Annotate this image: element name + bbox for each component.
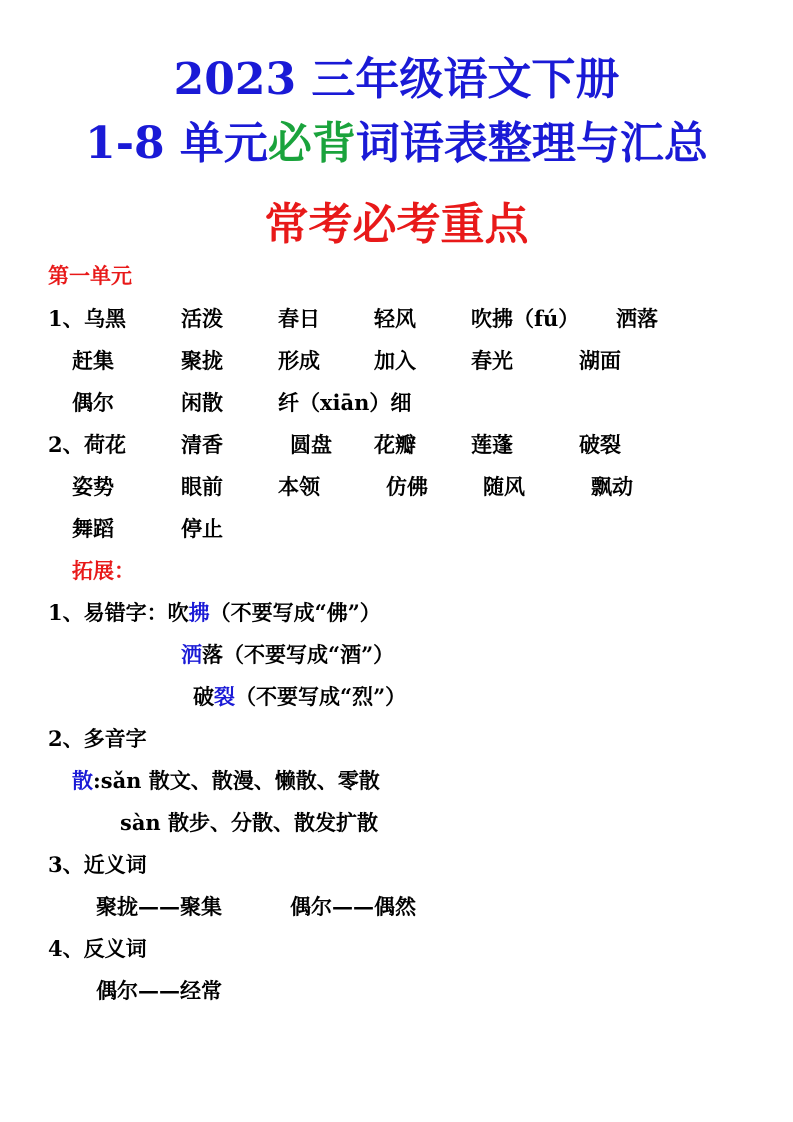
word: 洒落: [616, 306, 658, 331]
word: 莲蓬: [471, 432, 513, 457]
ext1-highlight: 洒: [181, 642, 202, 667]
word: 形成: [278, 348, 320, 373]
word: 春光: [471, 348, 513, 373]
word: 舞蹈: [72, 516, 114, 541]
word: 随风: [483, 474, 525, 499]
ext1-row: [181, 640, 394, 670]
ext2-row: [72, 766, 380, 796]
extension-heading: 拓展：: [72, 558, 135, 583]
ext2-line1: :sǎn 散文、散漫、懒散、零散: [93, 768, 380, 793]
word: 吹拂（fú）: [471, 306, 580, 331]
ext3-label: 3、近义词: [48, 852, 147, 877]
word: 破裂: [579, 432, 621, 457]
ext1-highlight: 拂: [188, 600, 210, 625]
ext2-label: 2、多音字: [48, 726, 147, 751]
page-title-line1: 2023 三年级语文下册: [173, 54, 620, 105]
word: 纤（xiān）细: [278, 390, 412, 415]
word: 活泼: [181, 306, 223, 331]
word: 闲散: [181, 390, 223, 415]
polyphone-char: 散: [72, 768, 93, 793]
ext1-text: （不要写成“烈”）: [235, 684, 407, 709]
ext1-row: [193, 682, 406, 712]
word: 姿势: [72, 474, 114, 499]
group2-label: 2、: [48, 432, 84, 457]
group1-label: 1、: [48, 306, 84, 331]
page-title-line2: [0, 114, 793, 174]
ext4-antonym: 偶尔——经常: [96, 978, 222, 1003]
word: 清香: [181, 432, 223, 457]
ext1-text: 落（不要写成“酒”）: [202, 642, 395, 667]
word: 仿佛: [386, 474, 428, 499]
ext4-label: 4、反义词: [48, 936, 147, 961]
word: 荷花: [84, 432, 126, 457]
word: 乌黑: [84, 306, 126, 331]
word: 加入: [374, 348, 416, 373]
word: 偶尔: [72, 390, 114, 415]
ext3-synonym-a: 聚拢——聚集: [96, 894, 222, 919]
word: 停止: [181, 516, 223, 541]
ext2-line2: sàn 散步、分散、散发扩散: [120, 810, 379, 835]
ext1-highlight: 裂: [214, 684, 235, 709]
word: 眼前: [181, 474, 223, 499]
ext1-label: 1、易错字：: [48, 600, 168, 625]
ext1-text: 破: [193, 684, 214, 709]
word: 本领: [278, 474, 320, 499]
ext1-text: （不要写成“佛”）: [209, 600, 381, 625]
word: 春日: [278, 306, 320, 331]
ext1-text: 吹: [167, 600, 189, 625]
ext1-row: [48, 598, 381, 628]
word: 圆盘: [290, 432, 332, 457]
unit-heading: 第一单元: [48, 263, 132, 288]
word: 花瓣: [374, 432, 416, 457]
title-unit-range: 1-8 单元: [85, 118, 268, 169]
word: 湖面: [579, 348, 621, 373]
page-subtitle: 常考必考重点: [264, 199, 529, 250]
title-must-recite: 必背: [267, 118, 356, 169]
word: 聚拢: [181, 348, 223, 373]
word: 飘动: [591, 474, 633, 499]
word: 赶集: [72, 348, 114, 373]
word: 轻风: [374, 306, 416, 331]
title-rest: 词语表整理与汇总: [355, 118, 708, 169]
ext3-synonym-b: 偶尔——偶然: [290, 894, 416, 919]
